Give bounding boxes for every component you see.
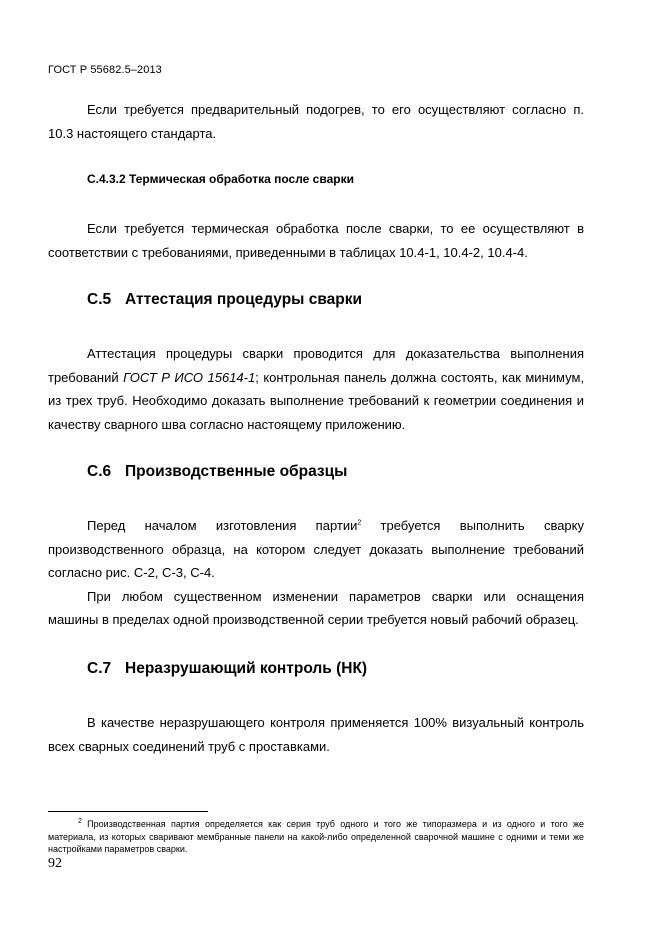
- paragraph-c6-text-2: требуется выполнить сварку производственного образца, на котором следует доказать выполнение требований согласно рис. С-2, С-3, С-4.: [48, 518, 585, 580]
- section-title: Аттестация процедуры сварки: [125, 291, 363, 308]
- page-number: 92: [48, 856, 62, 871]
- paragraph-c6-text-3: При любом существенном изменении параметров сварки или оснащения машины в пределах одной производственной серии требуется новый рабочий образец.: [48, 588, 584, 627]
- paragraph-pwht-text: Если требуется термическая обработка после сварки, то ее осуществляют в соответствии с требованиями, приведенными в таблицах 10.4-1, 10.4-2, 10.4-4.: [48, 221, 584, 260]
- section-number: С.6: [87, 463, 112, 480]
- paragraph-c6: [48, 514, 584, 632]
- subsection-heading: С.4.3.2 Термическая обработка после сварки: [87, 172, 354, 186]
- paragraph-preheat: [48, 98, 584, 145]
- paragraph-c7: [48, 711, 584, 758]
- standard-reference: ГОСТ Р ИСО 15614-1: [123, 369, 256, 385]
- paragraph-c5-text-2: ; контрольная панель должна состоять, как минимум, из трех труб. Необходимо доказать выполнение требований к геометрии соединения и качеству сварного шва согласно настоящему приложению.: [48, 369, 584, 432]
- paragraph-c5: [48, 342, 584, 436]
- section-title: Производственные образцы: [125, 463, 348, 480]
- footnote-separator: [48, 811, 208, 812]
- paragraph-pwht: [48, 217, 584, 264]
- section-heading-c5: [87, 291, 362, 309]
- section-heading-c7: [87, 660, 367, 678]
- footnote-reference: 2: [357, 519, 362, 527]
- footnote-text: Производственная партия определяется как серия труб одного и того же типоразмера и из одного и того же материала, из которых сваривают мембранные панели на какой-либо определенной сварочной машине с одними и теми же настройками параметров сварки.: [48, 819, 584, 854]
- section-heading-c6: [87, 463, 347, 481]
- document-header-code: ГОСТ Р 55682.5–2013: [48, 64, 162, 76]
- section-title: Неразрушающий контроль (НК): [125, 660, 368, 677]
- paragraph-c7-text: В качестве неразрушающего контроля применяется 100% визуальный контроль всех сварных соединений труб с проставками.: [48, 715, 584, 754]
- footnote-mark: 2: [78, 818, 82, 825]
- paragraph-c5-text-1: Аттестация процедуры сварки проводится для доказательства выполнения требований: [48, 346, 584, 385]
- footnote: [48, 818, 584, 856]
- paragraph-c6-text-1: Перед началом изготовления партии: [87, 518, 358, 533]
- section-number: С.5: [87, 291, 112, 308]
- section-number: С.7: [87, 660, 112, 677]
- paragraph-preheat-text: Если требуется предварительный подогрев, то его осуществляют согласно п. 10.3 настоящего стандарта.: [48, 102, 584, 141]
